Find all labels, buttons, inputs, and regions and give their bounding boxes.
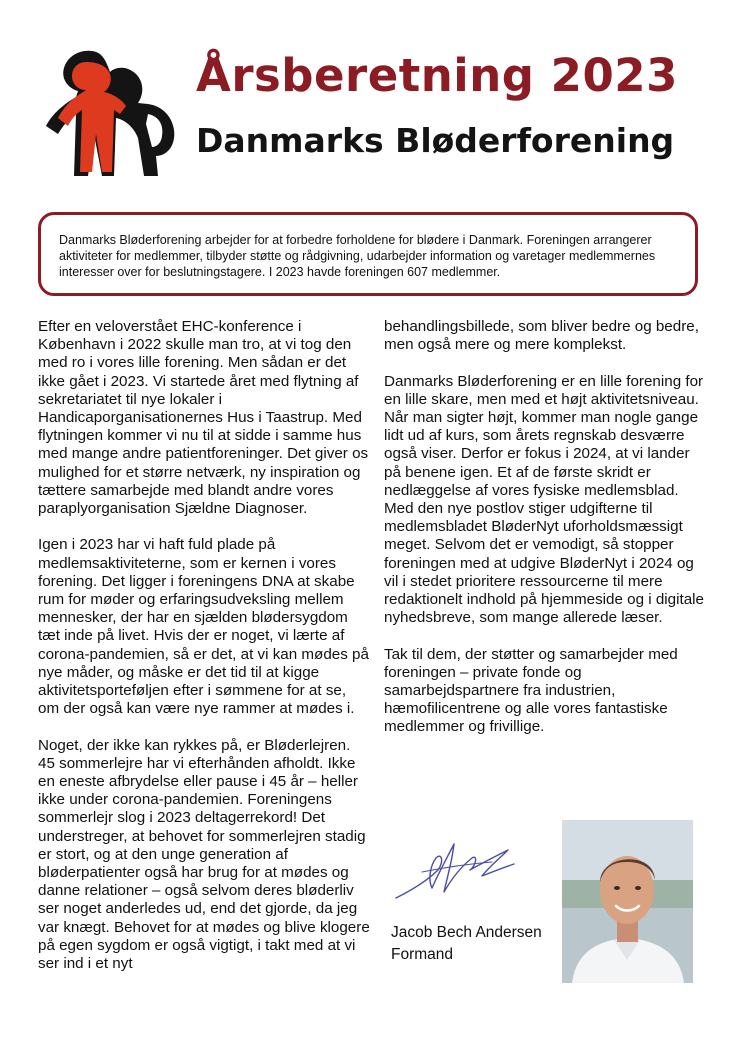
signature-icon bbox=[392, 832, 522, 904]
signatory-name: Jacob Bech Andersen bbox=[391, 924, 542, 941]
organization-logo-icon bbox=[40, 44, 180, 184]
signatory-role: Formand bbox=[391, 946, 454, 963]
body-column-left bbox=[38, 318, 370, 991]
body-paragraph: Efter en veloverstået EHC-konference i København i 2022 skulle man tro, at vi tog den med ro i vores lille forening. Men sådan er det ikke gået i 2023. Vi startede året med flytning af sekretariatet til nye lokaler i Handicaporganisationernes Hus i Taastrup. Med flytningen kommer vi nu til at sidde i samme hus med mange andre patientforeninger. Det giver os mulighed for et større netværk, ny inspiration og tættere samarbejde med blandt andre vores paraplyorganisation Sjældne Diagnoser. bbox=[38, 318, 369, 518]
intro-box bbox=[38, 212, 698, 296]
organization-name: Danmarks Bløderforening bbox=[196, 121, 675, 160]
page-title: Årsberetning 2023 bbox=[196, 49, 678, 102]
intro-text: Danmarks Bløderforening arbejder for at forbedre forholdene for blødere i Danmark. Foreningen arrangerer aktiviteter for medlemmer, tilbyder støtte og rådgivning, udarbejder information og varetager medlemmernes interesser over for beslutningstagere. I 2023 havde foreningen 607 medlemmer. bbox=[59, 233, 656, 279]
body-paragraph: Danmarks Bløderforening er en lille forening for en lille skare, men med et højt aktivitetsniveau. Når man sigter højt, kommer man nogle gange lidt ud af kurs, som årets regnskab desværre også viser. Derfor er fokus i 2024, at vi lander på benene igen. Et af de første skridt er nedlæggelse af vores fysiske medlemsblad. Med den nye postlov stiger udgifterne til medlemsbladet BløderNyt uforholdsmæssigt meget. Selvom det er vemodigt, så stopper foreningen med at udgive BløderNyt i 2024 og vil i stedet prioritere ressourcerne til mere redaktionelt indhold på hjemmeside og i digitale nyhedsbreve, som mange allerede læser. bbox=[384, 372, 704, 627]
body-paragraph: Igen i 2023 har vi haft fuld plade på medlemsaktiviteterne, som er kernen i vores forening. Det ligger i foreningens DNA at skabe rum for møder og erfaringsudveksling mellem mennesker, der har en sjælden blødersygdom tæt inde på livet. Hvis der er noget, vi lærte af corona-pandemien, så er det, at vi kan mødes på nye måder, og måske er det tid til at kigge aktivitetsporteføljen efter i sømmene for at se, om der også kan være nye rammer at mødes i. bbox=[38, 536, 369, 718]
signature-block bbox=[391, 922, 542, 966]
body-paragraph: Tak til dem, der støtter og samarbejder med foreningen – private fonde og samarbejdspartnere fra industrien, hæmofilicentrene og alle vores fantastiske medlemmer og frivillige. bbox=[384, 645, 678, 736]
portrait-photo-icon bbox=[562, 820, 693, 983]
body-column-right bbox=[384, 318, 704, 755]
body-paragraph: Noget, der ikke kan rykkes på, er Bløderlejren. 45 sommerlejre har vi efterhånden afholdt. Ikke en eneste afbrydelse eller pause i 45 år – heller ikke under corona-pandemien. Foreningens sommerlejr slog i 2023 deltagerrekord! Det understreger, at behovet for sommerlejren stadig er stort, og at den unge generation af bløderpatienter også har brug for at mødes og danne relationer – også selvom deres bløderliv ser noget anderledes ud, end det gjorde, da jeg var knægt. Behovet for at mødes og blive klogere på egen sygdom er også vigtigt, i takt med at vi ser ind i et nyt bbox=[38, 736, 370, 973]
body-paragraph: behandlingsbillede, som bliver bedre og bedre, men også mere og mere komplekst. bbox=[384, 318, 699, 354]
